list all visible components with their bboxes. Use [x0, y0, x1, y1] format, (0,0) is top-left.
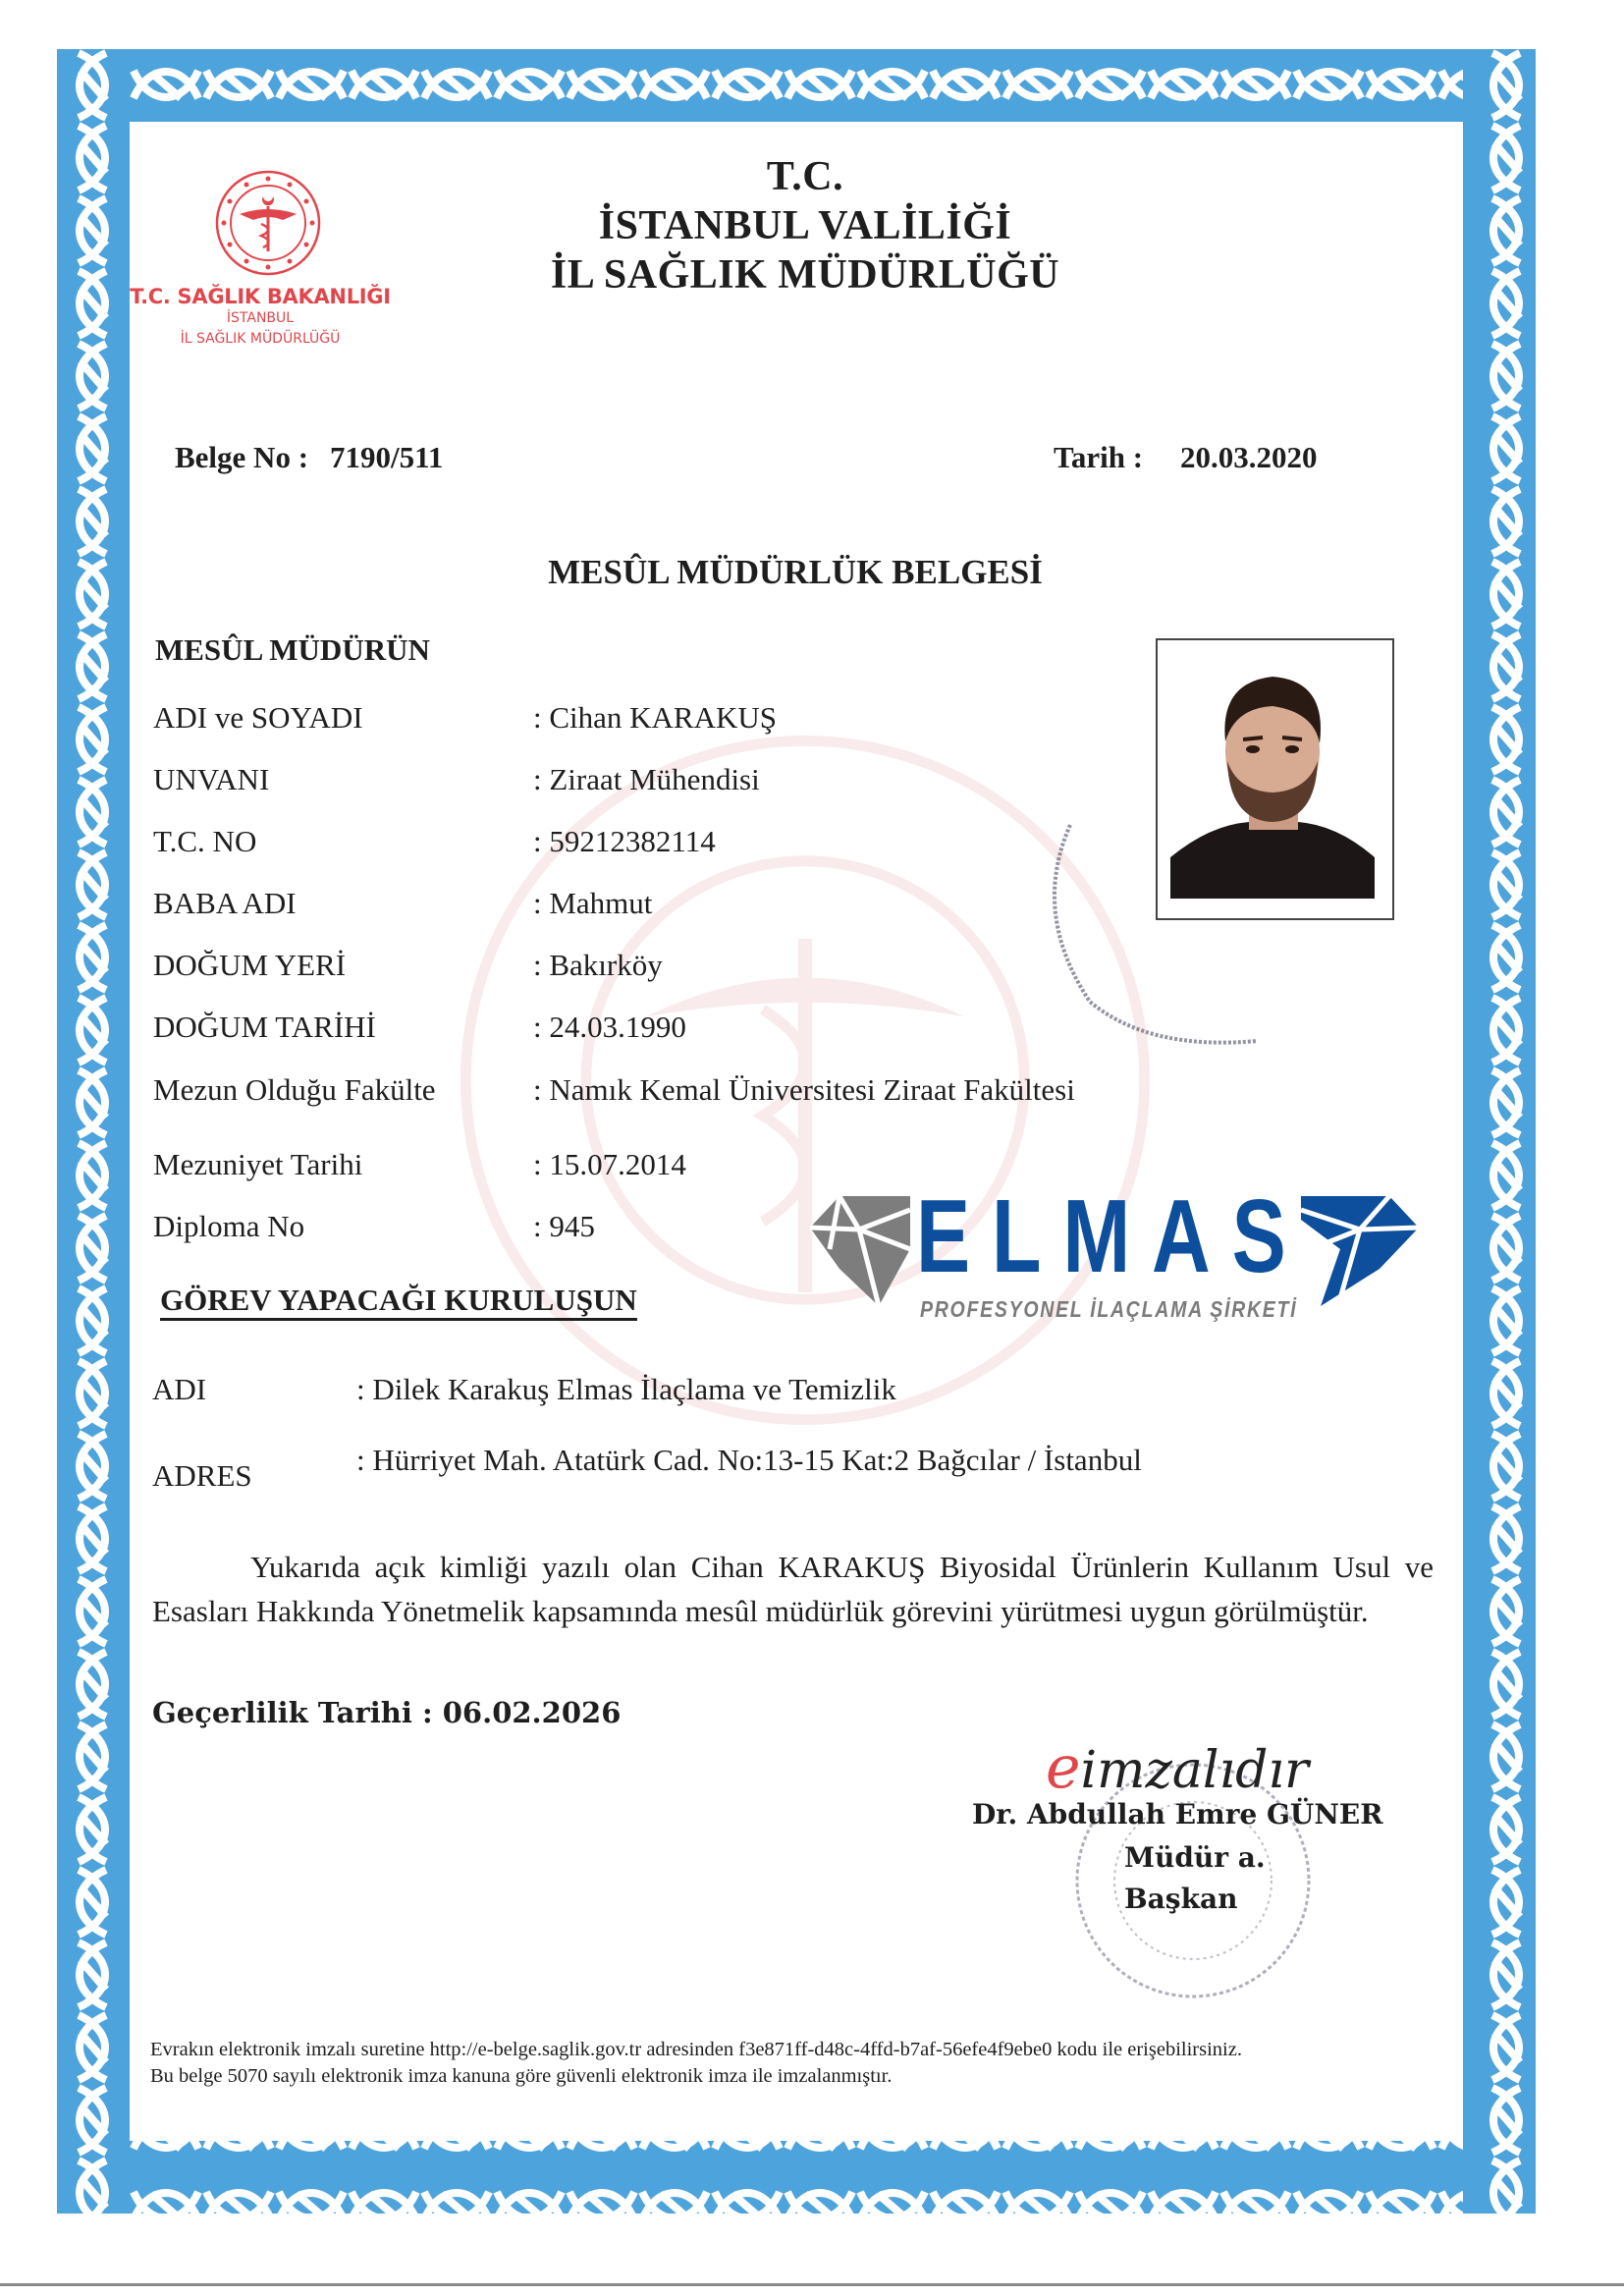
field-label: Diploma No: [153, 1209, 305, 1243]
blue-diamond-icon: [1301, 1190, 1419, 1308]
company-logo-word: ELMAS: [916, 1178, 1308, 1294]
grey-diamond-icon: [800, 1190, 916, 1308]
document-title: MESÛL MÜDÜRLÜK BELGESİ: [548, 553, 1043, 591]
footer-line-1: Evrakın elektronik imzalı suretine http://e-belge.saglik.gov.tr adresinden f3e871ff-d48c-4ffd-b7af-56efe4f9ebe0 kodu ile erişebilirsiniz.: [150, 2039, 1242, 2060]
field-value: : Mahmut: [533, 886, 653, 920]
ministry-directorate: İL SAĞLIK MÜDÜRLÜĞÜ: [180, 331, 341, 347]
field-value: : Bakırköy: [533, 948, 663, 982]
document-number-value: 7190/511: [330, 440, 444, 474]
validity-date: Geçerlilik Tarihi : 06.02.2026: [152, 1696, 622, 1729]
field-value: : Cihan KARAKUŞ: [533, 700, 778, 735]
header-line-1: T.C.: [766, 154, 844, 199]
field-value: : Namık Kemal Üniversitesi Ziraat Fakültesi: [533, 1072, 1075, 1107]
field-value: : 15.07.2014: [533, 1147, 686, 1181]
field-value: : 24.03.1990: [533, 1010, 686, 1044]
e-signature-text: imzalıdır: [1080, 1741, 1309, 1800]
field-value: : Hürriyet Mah. Atatürk Cad. No:13-15 Kat:2 Bağcılar / İstanbul: [356, 1443, 1142, 1477]
document-date-label: Tarih :: [1054, 440, 1144, 474]
document-number-label: Belge No :: [175, 440, 309, 474]
field-label: ADI ve SOYADI: [153, 700, 363, 735]
page-edge-line: [0, 2283, 1624, 2286]
ministry-seal-icon: [214, 169, 322, 277]
field-value: : 945: [533, 1209, 595, 1243]
approval-paragraph: Yukarıda açık kimliği yazılı olan Cihan KARAKUŞ Biyosidal Ürünlerin Kullanım Usul ve Esasları Hakkında Yönetmelik kapsamında mesûl müdürlük görevini yürütmesi uygun görülmüştür.: [152, 1550, 1434, 1628]
ministry-name: T.C. SAĞLIK BAKANLIĞI: [130, 285, 391, 308]
header-line-2: İSTANBUL VALİLİĞİ: [598, 203, 1012, 248]
field-label: BABA ADI: [153, 886, 297, 920]
footer-line-2: Bu belge 5070 sayılı elektronik imza kanuna göre güvenli elektronik imza ile imzalanmıştır.: [150, 2065, 893, 2087]
field-label: Mezun Olduğu Fakülte: [153, 1072, 436, 1107]
ministry-city: İSTANBUL: [226, 310, 295, 326]
document-number: [175, 440, 443, 475]
document-header: [432, 152, 1178, 300]
signatory-title: Başkan: [1124, 1883, 1238, 1915]
organization-section-heading: GÖREV YAPACAĞI KURULUŞUN: [160, 1283, 637, 1321]
field-label: DOĞUM YERİ: [153, 948, 347, 982]
e-signature-script: [1046, 1733, 1309, 1802]
footer-note: [150, 2037, 1242, 2090]
document-date: [1054, 440, 1318, 475]
field-value: : Dilek Karakuş Elmas İlaçlama ve Temizlik: [356, 1372, 896, 1406]
field-label: UNVANI: [153, 762, 270, 796]
ministry-logo-text: [128, 285, 393, 350]
field-label: DOĞUM TARİHİ: [153, 1010, 376, 1044]
company-logo: [800, 1178, 1419, 1338]
field-label: ADI: [152, 1372, 207, 1406]
header-line-3: İL SAĞLIK MÜDÜRLÜĞÜ: [550, 252, 1060, 298]
field-label: T.C. NO: [153, 824, 257, 858]
field-label: Mezuniyet Tarihi: [153, 1147, 363, 1181]
official-stamp-arc-icon: [1021, 805, 1316, 1061]
e-signature-mark-icon: e: [1046, 1733, 1081, 1802]
signatory-role: Müdür a.: [1124, 1841, 1266, 1874]
field-label: ADRES: [152, 1458, 252, 1493]
field-value: : 59212382114: [533, 824, 716, 858]
company-logo-tagline: PROFESYONEL İLAÇLAMA ŞİRKETİ: [920, 1296, 1298, 1322]
document-date-value: 20.03.2020: [1180, 440, 1318, 474]
field-value: : Ziraat Mühendisi: [533, 762, 760, 796]
manager-section-heading: MESÛL MÜDÜRÜN: [155, 632, 430, 667]
signatory-name: Dr. Abdullah Emre GÜNER: [972, 1798, 1383, 1831]
